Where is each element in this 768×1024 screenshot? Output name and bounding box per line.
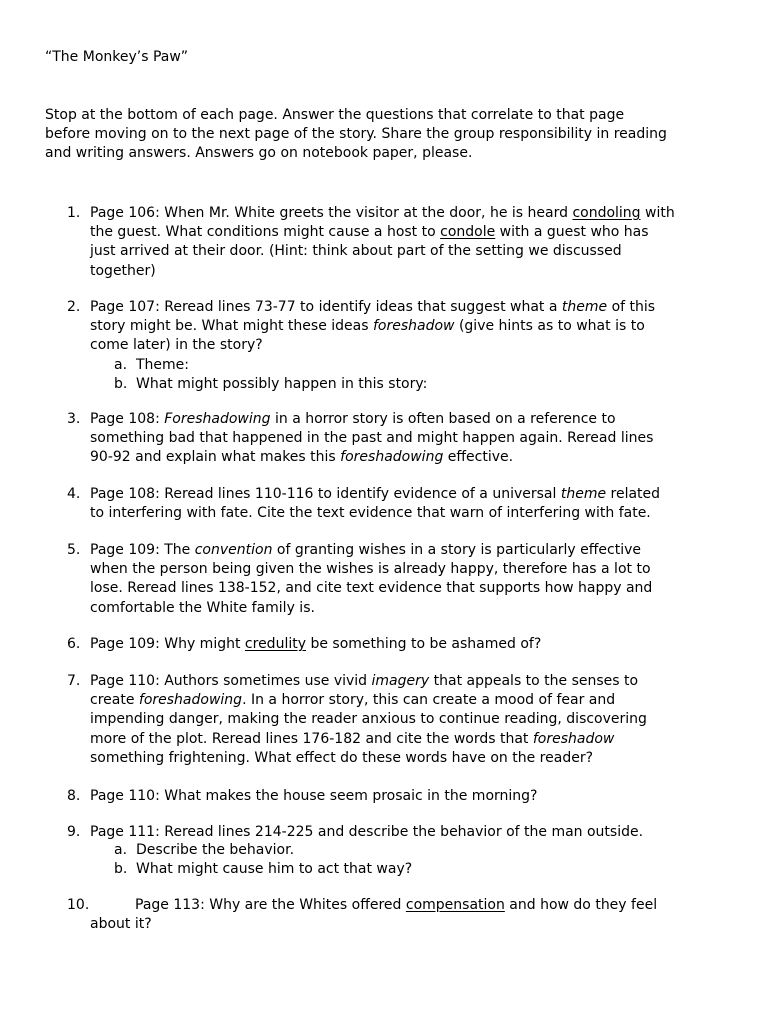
question-line: Page 111: Reread lines 214-225 and describe the behavior of the man outside. — [90, 824, 644, 840]
term-foreshadow: foreshadow — [372, 318, 455, 335]
sub-question-label: b. — [114, 376, 128, 393]
question-text — [90, 896, 730, 934]
sub-question-text: What might possibly happen in this story: — [136, 376, 428, 393]
question-line: Page 113: Why are the Whites offered compensation and how do they feel — [135, 897, 658, 913]
question-number: 1. — [67, 205, 81, 221]
question-line: just arrived at their door. (Hint: think about part of the setting we discussed — [90, 243, 622, 260]
vocab-word-condoling: condoling — [572, 205, 641, 221]
question-number: 5. — [67, 542, 81, 558]
term-imagery: imagery — [371, 673, 430, 689]
question-line: impending danger, making the reader anxious to continue reading, discovering — [90, 711, 647, 728]
vocab-word-credulity: credulity — [244, 636, 306, 652]
question-line: 90-92 and explain what makes this foreshadowing effective. — [90, 449, 514, 466]
question-text — [90, 298, 730, 356]
question-number: 7. — [67, 673, 81, 689]
question-text — [90, 541, 730, 618]
instructions-line: and writing answers. Answers go on notebook paper, please. — [45, 145, 473, 162]
question-text — [90, 823, 730, 842]
sub-question-label: a. — [114, 357, 128, 373]
question-line: to interfering with fate. Cite the text evidence that warn of interfering with fate. — [90, 505, 651, 522]
question-number: 2. — [67, 299, 81, 315]
vocab-word-compensation: compensation — [405, 897, 505, 913]
question-line: Page 107: Reread lines 73-77 to identify ideas that suggest what a theme of this — [90, 299, 656, 315]
question-text — [90, 635, 730, 654]
sub-question-a — [90, 356, 730, 375]
question-number: 6. — [67, 636, 81, 652]
instructions-line: Stop at the bottom of each page. Answer the questions that correlate to that page — [45, 107, 625, 123]
question-number: 9. — [67, 824, 81, 840]
term-foreshadowing: foreshadowing — [340, 449, 444, 466]
question-text — [90, 410, 730, 468]
question-number: 3. — [67, 411, 81, 427]
term-convention: convention — [194, 542, 273, 558]
question-number: 10. — [67, 897, 90, 913]
question-line: Page 108: Reread lines 110-116 to identify evidence of a universal theme related — [90, 486, 661, 502]
vocab-word-condole: condole — [440, 224, 496, 241]
question-line: something frightening. What effect do these words have on the reader? — [90, 749, 594, 766]
question-line: Page 109: Why might credulity be something to be ashamed of? — [90, 636, 542, 652]
sub-question-b — [90, 860, 730, 879]
term-theme: theme — [560, 486, 607, 502]
sub-question-label: b. — [114, 861, 128, 878]
question-line: Page 110: Authors sometimes use vivid imagery that appeals to the senses to — [90, 673, 639, 689]
sub-question-text: Describe the behavior. — [136, 842, 295, 858]
instructions-line: before moving on to the next page of the story. Share the group responsibility in reading — [45, 126, 667, 143]
term-foreshadowing: foreshadowing — [138, 692, 243, 709]
term-foreshadow: foreshadow — [532, 730, 615, 747]
question-line: about it? — [90, 916, 152, 933]
document-title: “The Monkey’s Paw” — [45, 49, 189, 65]
question-line: Page 106: When Mr. White greets the visitor at the door, he is heard condoling with — [90, 205, 675, 221]
question-line: create foreshadowing. In a horror story, this can create a mood of fear and — [90, 692, 616, 709]
question-number: 4. — [67, 486, 81, 502]
question-line: Page 110: What makes the house seem prosaic in the morning? — [90, 788, 538, 804]
sub-question-a — [90, 841, 730, 860]
question-text — [90, 787, 730, 806]
question-line: lose. Reread lines 138-152, and cite text evidence that supports how happy and — [90, 580, 653, 597]
question-number: 8. — [67, 788, 81, 804]
sub-question-list — [90, 841, 730, 879]
question-line: come later) in the story? — [90, 337, 263, 354]
term-foreshadowing: Foreshadowing — [164, 411, 271, 427]
question-line: the guest. What conditions might cause a host to condole with a guest who has — [90, 224, 649, 241]
question-line: when the person being given the wishes is already happy, therefore has a lot to — [90, 561, 651, 578]
sub-question-text: What might cause him to act that way? — [136, 861, 413, 878]
term-theme: theme — [561, 299, 608, 315]
question-line: Page 109: The convention of granting wishes in a story is particularly effective — [90, 542, 641, 558]
question-line: together) — [90, 262, 156, 279]
instructions-paragraph — [45, 106, 735, 164]
question-line: something bad that happened in the past and might happen again. Reread lines — [90, 430, 654, 447]
question-line: story might be. What might these ideas foreshadow (give hints as to what is to — [90, 318, 645, 335]
sub-question-label: a. — [114, 842, 128, 858]
question-text — [90, 204, 730, 281]
question-line: comfortable the White family is. — [90, 599, 315, 616]
question-text — [90, 672, 730, 768]
question-line: Page 108: Foreshadowing in a horror story is often based on a reference to — [90, 411, 616, 427]
question-text — [90, 485, 730, 523]
sub-question-text: Theme: — [136, 357, 190, 373]
sub-question-list — [90, 356, 730, 394]
question-line: more of the plot. Reread lines 176-182 and cite the words that foreshadow — [90, 730, 615, 747]
sub-question-b — [90, 375, 730, 394]
